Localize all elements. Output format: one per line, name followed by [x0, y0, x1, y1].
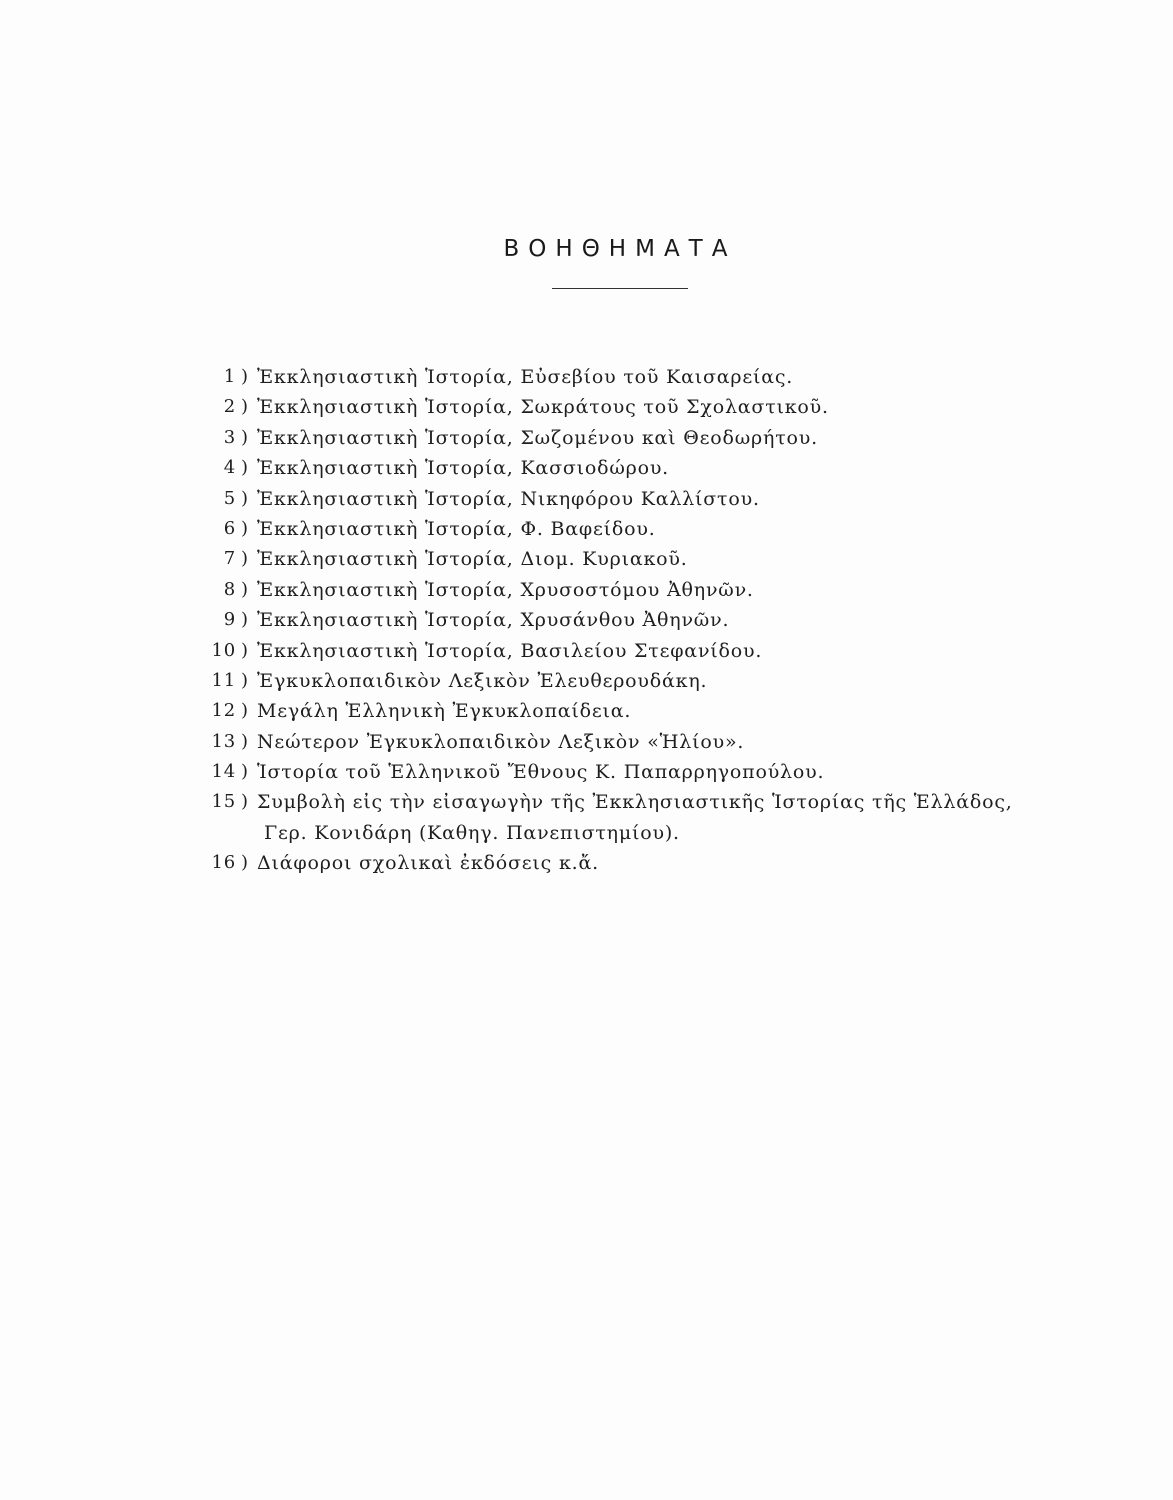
item-text: Νεώτερον Ἐγκυκλοπαιδικὸν Λεξικὸν «Ἡλίου».	[257, 730, 745, 753]
item-number: 14	[211, 761, 236, 783]
list-item	[200, 757, 1080, 787]
item-paren: )	[241, 761, 249, 783]
item-paren: )	[241, 669, 249, 691]
list-item	[200, 484, 1080, 514]
list-item	[200, 848, 1080, 878]
item-text: Ἐκκλησιαστικὴ Ἱστορία, Κασσιοδώρου.	[257, 457, 670, 480]
list-item	[200, 605, 1080, 635]
item-number: 13	[211, 730, 236, 752]
item-text-continuation: Γερ. Κονιδάρη (Καθηγ. Πανεπιστημίου).	[264, 821, 680, 844]
item-number: 7	[223, 548, 236, 570]
item-number: 9	[223, 609, 236, 631]
item-text: Ἐγκυκλοπαιδικὸν Λεξικὸν Ἐλευθερουδάκη.	[257, 669, 708, 692]
item-text: Ἐκκλησιαστικὴ Ἱστορία, Εὐσεβίου τοῦ Καισαρείας.	[257, 366, 794, 388]
item-number: 11	[211, 669, 236, 691]
item-text: Ἐκκλησιαστικὴ Ἱστορία, Φ. Βαφείδου.	[257, 517, 656, 540]
item-text: Ἐκκλησιαστικὴ Ἱστορία, Σωζομένου καὶ Θεοδωρήτου.	[257, 426, 818, 449]
item-text: Διάφοροι σχολικαὶ ἐκδόσεις κ.ἄ.	[257, 852, 599, 875]
page-title: ΒΟΗΘΗΜΑΤΑ	[503, 236, 737, 262]
item-paren: )	[241, 609, 249, 631]
title-underline	[552, 288, 688, 289]
item-text: Ἐκκλησιαστικὴ Ἱστορία, Χρυσοστόμου Ἀθηνῶν.	[257, 578, 754, 601]
item-number: 12	[211, 700, 236, 722]
list-item	[200, 575, 1080, 605]
item-text: Ἐκκλησιαστικὴ Ἱστορία, Νικηφόρου Καλλίστου.	[257, 487, 760, 510]
list-item	[200, 514, 1080, 544]
item-text: Ἐκκλησιαστικὴ Ἱστορία, Βασιλείου Στεφανίδου.	[257, 639, 763, 662]
list-item	[200, 392, 1080, 422]
item-paren: )	[241, 639, 249, 661]
list-item	[200, 787, 1080, 848]
item-paren: )	[241, 730, 249, 752]
item-paren: )	[241, 366, 249, 387]
list-item	[200, 696, 1080, 726]
item-text: Συμβολὴ εἰς τὴν εἰσαγωγὴν τῆς Ἐκκλησιαστικῆς Ἱστορίας τῆς Ἑλλάδος,	[257, 791, 1013, 814]
item-number: 16	[211, 852, 236, 874]
item-number: 4	[223, 457, 236, 479]
list-item	[200, 423, 1080, 453]
item-number: 3	[223, 426, 236, 448]
item-paren: )	[241, 457, 249, 479]
item-paren: )	[241, 700, 249, 722]
item-text: Ἐκκλησιαστικὴ Ἱστορία, Διομ. Κυριακοῦ.	[257, 548, 688, 571]
item-paren: )	[241, 548, 249, 570]
item-paren: )	[241, 791, 249, 813]
item-text: Ἱστορία τοῦ Ἑλληνικοῦ Ἔθνους Κ. Παπαρρηγοπούλου.	[257, 761, 825, 784]
item-text: Ἐκκλησιαστικὴ Ἱστορία, Σωκράτους τοῦ Σχολαστικοῦ.	[257, 396, 829, 419]
list-item	[200, 544, 1080, 574]
item-paren: )	[241, 517, 249, 539]
item-number: 5	[223, 487, 236, 509]
item-number: 8	[223, 578, 236, 600]
item-paren: )	[241, 396, 249, 418]
item-paren: )	[241, 487, 249, 509]
list-item	[200, 362, 1080, 392]
list-item	[200, 666, 1080, 696]
item-text: Ἐκκλησιαστικὴ Ἱστορία, Χρυσάνθου Ἀθηνῶν.	[257, 609, 730, 632]
item-number: 1	[223, 366, 236, 387]
item-paren: )	[241, 578, 249, 600]
item-number: 6	[223, 517, 236, 539]
list-item	[200, 636, 1080, 666]
item-paren: )	[241, 852, 249, 874]
item-number: 10	[211, 639, 236, 661]
item-paren: )	[241, 426, 249, 448]
bibliography-list	[200, 362, 1080, 879]
item-number: 2	[223, 396, 236, 418]
list-item	[200, 453, 1080, 483]
list-item	[200, 727, 1080, 757]
item-text: Μεγάλη Ἑλληνικὴ Ἐγκυκλοπαίδεια.	[257, 700, 632, 723]
item-number: 15	[211, 791, 236, 813]
